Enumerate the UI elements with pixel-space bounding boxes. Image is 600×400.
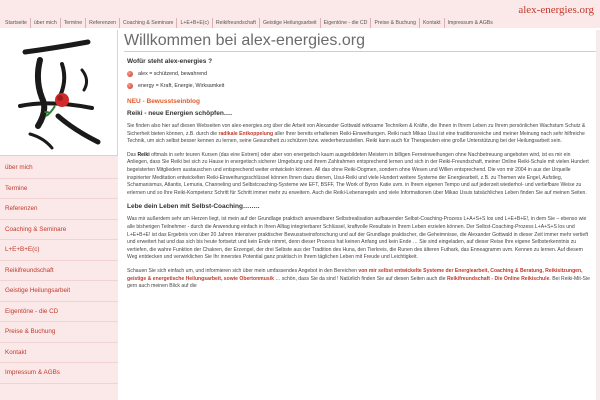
blog-subheading: Reiki - neue Energien schöpfen…. <box>127 110 233 117</box>
sidebar-item[interactable]: über mich <box>0 158 118 179</box>
sidebar-item[interactable]: Kontakt <box>0 343 118 364</box>
sidebar-nav <box>0 158 118 384</box>
scrollbar[interactable] <box>596 30 600 400</box>
top-nav-item[interactable]: Coaching & Seminare <box>120 18 177 28</box>
intro-paragraph: Sie finden also hier auf diesen Webseiten von alex-energies.org über die Arbeit von Alexander Gottwald wirksame Techniken & Kräfte, die Ihnen in Ihrem Leben zu Ihrem persönlichen Wachstum Schutz & Sicherheit bieten können, z.B. durch die radikale Entkoppelung aller Ihrer bereits erhaltenen Reiki-Einweihungen. Reiki nach Mikao Usui ist eine traditionsreiche und meiner Meinung nach sehr hilfreiche Technik, um sich selbst besser kennen zu lernen, seine Gesundheit zu schützen bzw. wiederherzustellen. Reiki kann auch für Therapeuten eine große Unterstützung bei der Heilungsarbeit sein. <box>127 123 586 145</box>
sidebar-item[interactable]: L+E+B+E(c) <box>0 240 118 261</box>
left-column <box>0 30 118 400</box>
bullet-icon <box>127 83 133 89</box>
sidebar-item[interactable]: Coaching & Seminare <box>0 220 118 241</box>
reiki-paragraph: Das Reiki oftmals in sehr teuren Kursen (das eine Extrem) oder aber von energetisch kaum ausgebildeten Meistern in billigen Ferneinweihungen ohne Nachbetreuung angeboten wird, ist es mir ein Anliegen, dass Sie Reiki bei sich zu Hause in energetisch sicherer Umgebung und ihrem Zahlrahmen entsprechend lernen und sich in der Reiki-Freundschaft, meiner Online Reiki-Schule mit vielen Hundert begeisterten Mitgliedern austauschen und entsprechend weiter entwickeln können. All das ohne Reiki-Dogmen, sondern ohne Wesen und Willen entsprechend. Die von mir 2004 in aus der Urquelle inspirierter Meditation entwickelten Reiki-Einweihungsschlüssel können Ihnen dazu dienen, Usui-Reiki und viele Hundert weitere Systeme der Energiearbeit, z.B. zu Themen wie Engel, Aufstieg, Schamanismus, Atlantis, Lemuria, Channeling und Selbstcoaching-Systeme wie EFT, BSFF, The Work of Byron Katie uvm. in Ihrem eigenen Tempo und auf jederzeit wiederhol- und vertiefbare Weise zu erlernen und so Ihre Reiki-Kompetenz Schritt für Schritt immer mehr zu erweitern. Auch die Reiki-Lebensregeln und viele Informationen über Mikao Usuis tatsächliches Leben finden Sie auf meinen Seiten. <box>127 151 589 196</box>
sidebar-item[interactable]: Referenzen <box>0 199 118 220</box>
sidebar-item[interactable]: Eigentöne - die CD <box>0 302 118 323</box>
top-nav-item[interactable]: Kontakt <box>420 18 445 28</box>
calligraphy-logo-icon <box>0 30 118 156</box>
top-navigation <box>2 18 496 28</box>
top-nav-item[interactable]: Impressum & AGBs <box>447 20 493 26</box>
bullet-icon <box>127 71 133 77</box>
sidebar-item[interactable]: Geistige Heilungsarbeit <box>0 281 118 302</box>
site-name[interactable]: alex-energies.org <box>518 4 594 16</box>
inline-link[interactable]: von mir selbst entwickelte Systeme der Energiearbeit, Coaching & Beratung, Reikisitzungen, geistige & energetische Heilungsarbeit, sowie Obertonmusik <box>127 267 583 282</box>
list-item: energy = Kraft, Energie, Wirksamkeit <box>127 83 596 89</box>
top-nav-item[interactable]: L+E+B+E(c) <box>177 18 212 28</box>
inline-link[interactable]: Reikifreundschaft - Die Online Reikischule <box>446 275 550 282</box>
question-heading: Wofür steht alex-energies ? <box>127 58 213 65</box>
sidebar-item[interactable]: Reikifreundschaft <box>0 261 118 282</box>
blog-heading-link[interactable]: NEU - Bewusstseinblog <box>127 98 200 105</box>
coaching-paragraph: Was mir außerdem sehr am Herzen liegt, ist mein auf der Grundlage praktisch anwendbarer Selbstrealisation aufbauender Selbst-Coaching-Prozess L+A+S+S los und L+E+B+E!, in dem Sie – ebenso wie alle bisherigen Teilnehmer - durch die Anwendung einfach in Ihren Alltag integrierbarer Schlüssel, kraftvolle Resultate in Ihrem Leben erzielen können. Der Selbst-Coaching-Prozess L+A+S+S los und L+E+B+E! ist das Ergebnis von über 20 Jahren intensiver praktischer Bewusstseinsforschung und auf der Grundlage praktischer, die Geheimnisse, die Alexander Gottwald in dieser Zeit immer mehr vertieft und erweitert hat und das sich bis heute fortsetzt und kein Ende nimmt, denn dieser Prozess hat keinen Anfang und kein Ende … Sie sind eingeladen, auf dieser Reise Ihre eigene Selbsterkenntnis zu vertiefen, die wahre Funktion der Chakren, der Erzengel, der drei Selbste aus der Tradition des Huna, den Tierkreis, die Runen des älteren Futhark, das Enneagramm uvm. Kennen zu lernen. Auf diesem Weg entdecken und verwirklichen Sie Ihr innerstes Potential ganz praktisch in Ihrem täglichen Leben mit Freude und Leichtigkeit. <box>127 216 589 261</box>
sidebar-item[interactable]: Preise & Buchung <box>0 322 118 343</box>
top-nav-item[interactable]: Preise & Buchung <box>371 18 420 28</box>
sidebar-item[interactable]: Termine <box>0 179 118 200</box>
top-nav-item[interactable]: Eigentöne - die CD <box>321 18 372 28</box>
top-nav-item[interactable]: Referenzen <box>86 18 120 28</box>
sidebar-item[interactable]: Impressum & AGBs <box>0 363 118 384</box>
top-nav-item[interactable]: Geistige Heilungsarbeit <box>260 18 321 28</box>
inline-link[interactable]: radikale Entkoppelung <box>218 130 274 137</box>
header-band <box>0 0 600 28</box>
top-nav-item[interactable]: Termine <box>61 18 86 28</box>
top-nav-item[interactable]: über mich <box>31 18 61 28</box>
offer-paragraph: Schauen Sie sich einfach um, und informieren sich über mein umfassendes Angebot in den Bereichen von mir selbst entwickelte Systeme der Energiearbeit, Coaching & Beratung, Reikisitzungen, geistige & energetische Heilungsarbeit, sowie Obertonmusik … schön, dass Sie da sind ! Natürlich finden Sie auf diesen Seiten auch die Reikifreundschaft - Die Online Reikischule. Bei Reiki-Mit-Sie gern auch meinen Blick auf die <box>127 267 590 290</box>
page-title: Willkommen bei alex-energies.org <box>124 30 596 52</box>
logo[interactable] <box>0 30 118 156</box>
top-nav-item[interactable]: Startseite <box>2 18 31 28</box>
section-heading: Lebe dein Leben mit Selbst-Coaching…….. <box>127 203 260 211</box>
list-item: alex = schützend, bewahrend <box>127 71 596 77</box>
main-content <box>124 30 596 400</box>
top-nav-item[interactable]: Reikifreundschaft <box>213 18 260 28</box>
